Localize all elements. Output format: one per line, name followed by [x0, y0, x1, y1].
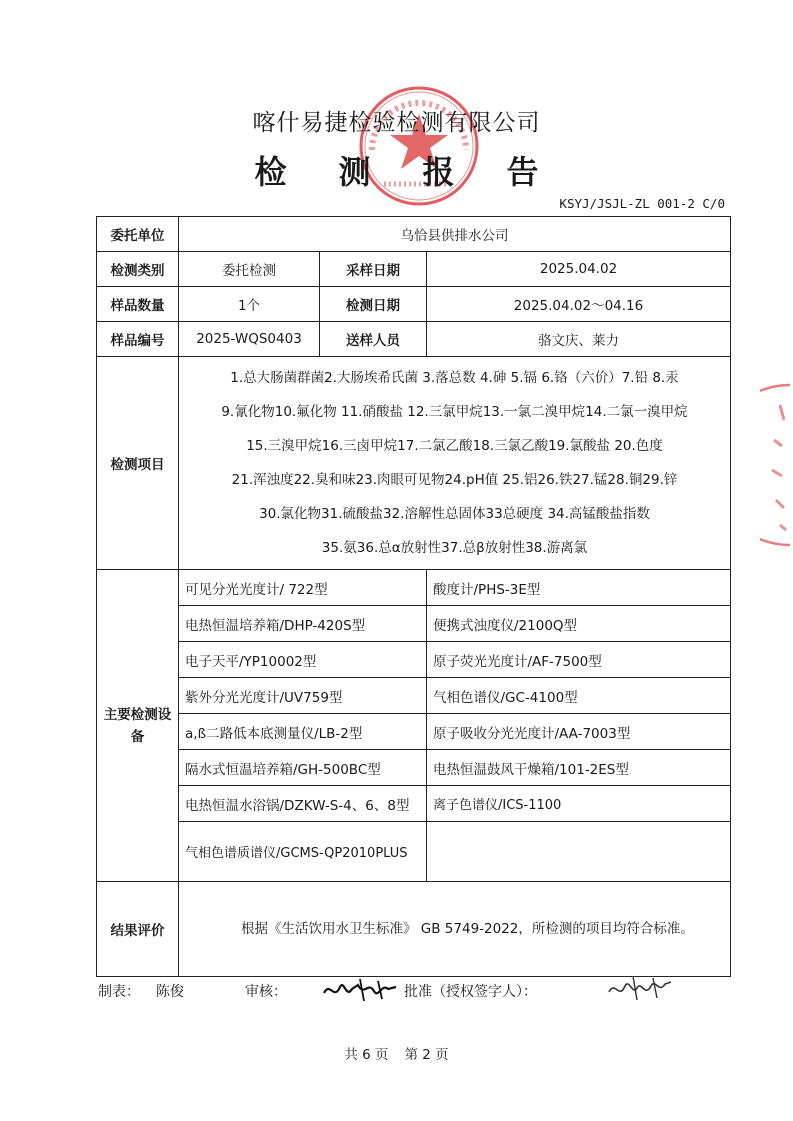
title-char-1: 检 [254, 153, 287, 191]
prepared-label: 制表： [98, 984, 140, 1000]
items-line: 15.三溴甲烷16.三卤甲烷17.二氯乙酸18.三氯乙酸19.氯酸盐 20.色度 [246, 438, 663, 454]
equipment-row [97, 714, 731, 750]
equipment-item: 便携式浊度仪/2100Q型 [427, 606, 731, 642]
row-sample-no [97, 322, 731, 357]
equipment-item: 电热恒温水浴锅/DZKW-S-4、6、8型 [179, 786, 427, 822]
equipment-row [97, 822, 731, 882]
sample-no-label: 样品编号 [97, 322, 179, 357]
approve-label: 批准（授权签字人）： [404, 984, 537, 1000]
sample-date-value: 2025.04.02 [427, 252, 731, 287]
title-char-4: 告 [506, 153, 539, 191]
equipment-item: 可见分光光度计/ 722型 [179, 570, 427, 606]
reviewer-signature [320, 975, 402, 1005]
row-result [97, 882, 731, 977]
title-char-2: 测 [338, 153, 371, 191]
items-label: 检测项目 [97, 357, 179, 570]
equipment-item: 紫外分光光度计/UV759型 [179, 678, 427, 714]
equipment-row [97, 750, 731, 786]
approver-signature [603, 972, 677, 1004]
equipment-row [97, 678, 731, 714]
title-char-3: 报 [422, 153, 455, 191]
equipment-item: 隔水式恒温培养箱/GH-500BC型 [179, 750, 427, 786]
equipment-item: 电子天平/YP10002型 [179, 642, 427, 678]
equipment-item: 离子色谱仪/ICS-1100 [427, 786, 731, 822]
prepared-name: 陈俊 [156, 984, 184, 1000]
equipment-item: 气相色谱仪/GC-4100型 [427, 678, 731, 714]
row-client [97, 217, 731, 252]
items-line: 1.总大肠菌群菌2.大肠埃希氏菌 3.落总数 4.砷 5.镉 6.铬（六价）7.铅 8.汞 [230, 370, 679, 386]
report-title [0, 147, 793, 193]
items-list [179, 357, 731, 570]
result-label: 结果评价 [97, 882, 179, 977]
items-line: 9.氰化物10.氟化物 11.硝酸盐 12.三氯甲烷13.一氯二溴甲烷14.二氯一溴甲烷 [221, 404, 688, 420]
equipment-item: 原子吸收分光光度计/AA-7003型 [427, 714, 731, 750]
items-line: 30.氯化物31.硫酸盐32.溶解性总固体33总硬度 34.高锰酸盐指数 [259, 506, 650, 522]
items-line: 35.氨36.总α放射性37.总β放射性38.游离氯 [321, 540, 588, 556]
equipment-item: 电热恒温培养箱/DHP-420S型 [179, 606, 427, 642]
equipment-row [97, 786, 731, 822]
test-date-label: 检测日期 [320, 287, 427, 322]
company-name: 喀什易捷检验检测有限公司 [252, 110, 541, 136]
page-number [0, 1043, 793, 1063]
page-total: 共 6 页 [344, 1047, 389, 1063]
equipment-item [427, 822, 731, 882]
row-items [97, 357, 731, 570]
test-type-label: 检测类别 [97, 252, 179, 287]
page-current: 第 2 页 [404, 1047, 449, 1063]
equipment-item: 酸度计/PHS-3E型 [427, 570, 731, 606]
equipment-label: 主要检测设备 [97, 570, 179, 882]
items-line: 21.浑浊度22.臭和味23.肉眼可见物24.pH值 25.铝26.铁27.锰28.铜29.锌 [231, 472, 678, 488]
review-label: 审核： [245, 984, 287, 1000]
result-text: 根据《生活饮用水卫生标准》 GB 5749-2022，所检测的项目均符合标准。 [179, 882, 731, 977]
row-test-type [97, 252, 731, 287]
equipment-item: 原子荧光光度计/AF-7500型 [427, 642, 731, 678]
equipment-item: a,ß二路低本底测量仪/LB-2型 [179, 714, 427, 750]
client-value: 乌恰县供排水公司 [179, 217, 731, 252]
edge-seal-fragment [760, 380, 793, 550]
sample-no-value: 2025-WQS0403 [179, 322, 320, 357]
row-qty [97, 287, 731, 322]
equipment-item: 气相色谱质谱仪/GCMS-QP2010PLUS [179, 822, 427, 882]
sender-value: 骆文庆、莱力 [427, 322, 731, 357]
test-date-value: 2025.04.02～04.16 [427, 287, 731, 322]
sample-date-label: 采样日期 [320, 252, 427, 287]
sender-label: 送样人员 [320, 322, 427, 357]
form-code: KSYJ/JSJL-ZL 001-2 C/0 [559, 196, 725, 211]
test-type-value: 委托检测 [179, 252, 320, 287]
equipment-row [97, 642, 731, 678]
qty-value: 1个 [179, 287, 320, 322]
report-table [96, 216, 731, 977]
equipment-row [97, 570, 731, 606]
qty-label: 样品数量 [97, 287, 179, 322]
equipment-item: 电热恒温鼓风干燥箱/101-2ES型 [427, 750, 731, 786]
client-label: 委托单位 [97, 217, 179, 252]
equipment-row [97, 606, 731, 642]
